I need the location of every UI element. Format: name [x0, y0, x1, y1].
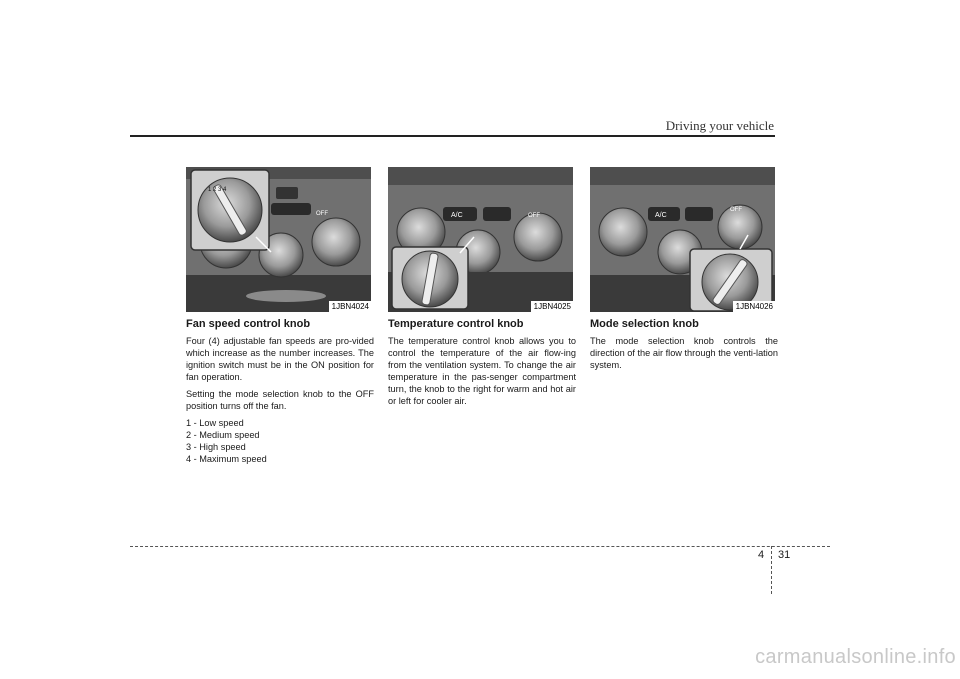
paragraph: The mode selection knob controls the direction of the air flow through the venti-lation system. [590, 336, 778, 370]
header-rule [130, 135, 775, 137]
section-heading: Mode selection knob [590, 318, 699, 330]
paragraph: The temperature control knob allows you to control the temperature of the air flow-ing from the ventilation system. To change the air temperature in the pas-senger compartment turn, the knob to the right for warm and hot air or left for cooler air. [388, 336, 576, 406]
fan-speed-section [186, 318, 374, 465]
page-number-separator [771, 546, 773, 594]
list-item: 1 - Low speed [186, 418, 244, 428]
paragraph: Setting the mode selection knob to the OFF position turns off the fan. [186, 389, 374, 411]
chapter-number: 4 [758, 549, 765, 561]
svg-text:OFF: OFF [528, 213, 540, 219]
mode-selection-figure [590, 167, 775, 312]
ac-label: A/C [451, 212, 463, 219]
svg-text:1 2 3 4: 1 2 3 4 [208, 187, 227, 193]
paragraph: Four (4) adjustable fan speeds are pro-vided which increase as the number increases. The ignition switch must be in the ON position for fan operation. [186, 336, 374, 382]
figure-code: 1JBN4026 [733, 301, 775, 312]
list-item: 3 - High speed [186, 442, 246, 452]
section-heading: Temperature control knob [388, 318, 524, 330]
footer-rule [130, 546, 830, 547]
fan-speed-figure [186, 167, 371, 312]
watermark: carmanualsonline.info [755, 646, 956, 668]
svg-text:A/C: A/C [655, 212, 667, 219]
off-label: OFF [316, 211, 328, 217]
temperature-section [388, 318, 576, 412]
list-item: 4 - Maximum speed [186, 454, 267, 464]
mode-selection-section [590, 318, 778, 376]
figure-code: 1JBN4024 [329, 301, 371, 312]
list-item: 2 - Medium speed [186, 430, 260, 440]
temperature-figure [388, 167, 573, 312]
svg-text:OFF: OFF [730, 207, 742, 213]
figure-code: 1JBN4025 [531, 301, 573, 312]
running-header: Driving your vehicle [665, 118, 774, 133]
page-number: 31 [778, 549, 791, 561]
section-heading: Fan speed control knob [186, 318, 311, 330]
